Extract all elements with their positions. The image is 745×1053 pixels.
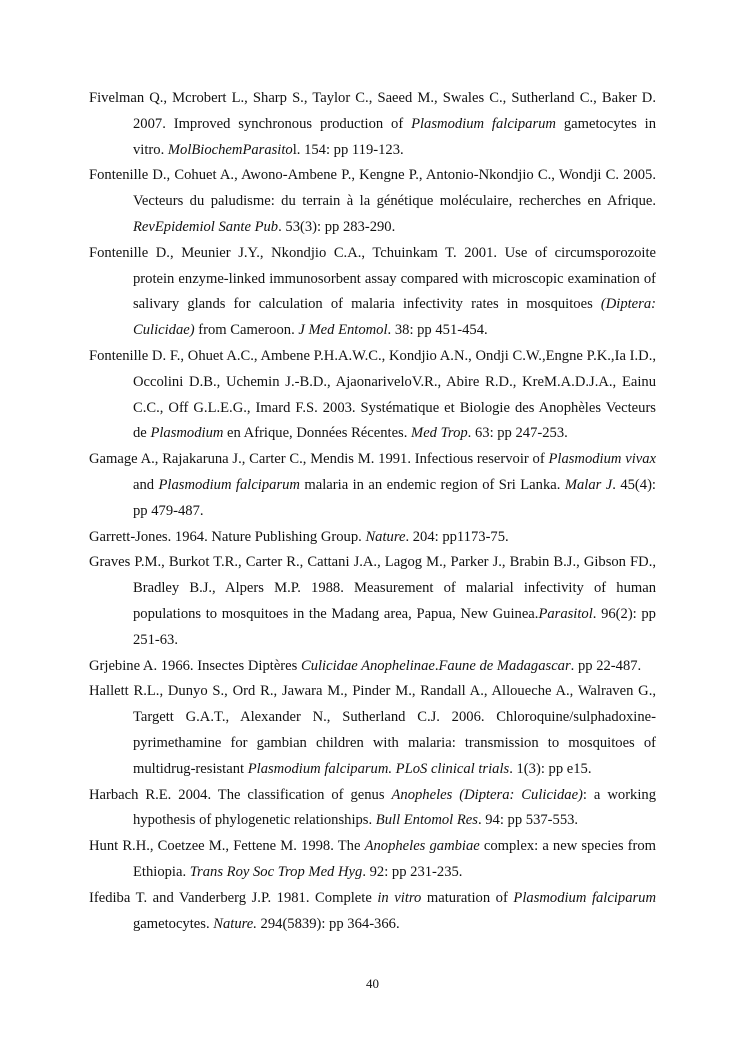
reference-entry bbox=[89, 241, 656, 344]
reference-text: l. 154: pp 119-123. bbox=[292, 141, 404, 158]
reference-italic-text: Anopheles (Diptera: Culicidae) bbox=[391, 786, 583, 803]
reference-entry bbox=[89, 525, 656, 551]
reference-text: . 204: pp1173-75. bbox=[405, 528, 509, 545]
reference-text: Hunt R.H., Coetzee M., Fettene M. 1998. The bbox=[89, 838, 365, 855]
reference-text: Gamage A., Rajakaruna J., Carter C., Mendis M. 1991. Infectious reservoir of bbox=[89, 451, 549, 468]
reference-italic-text: Trans Roy Soc Trop Med Hyg bbox=[189, 863, 363, 880]
reference-text: . 1(3): pp e15. bbox=[509, 760, 592, 777]
reference-entry bbox=[89, 550, 656, 653]
reference-text: Ifediba T. and Vanderberg J.P. 1981. Complete bbox=[89, 889, 378, 906]
reference-entry bbox=[89, 447, 656, 524]
reference-entry bbox=[89, 886, 656, 938]
reference-text: Grjebine A. 1966. Insectes Diptères bbox=[89, 657, 301, 674]
reference-italic-text: Malar J bbox=[564, 476, 613, 493]
reference-entry bbox=[89, 163, 656, 240]
reference-entry bbox=[89, 679, 656, 782]
reference-text: . pp 22-487. bbox=[570, 657, 642, 674]
reference-italic-text: Med Trop bbox=[411, 425, 468, 442]
reference-text: . 92: pp 231-235. bbox=[362, 863, 463, 880]
reference-text: . 38: pp 451-454. bbox=[387, 322, 488, 339]
reference-italic-text: Plasmodium falciparum. PLoS clinical trials bbox=[247, 760, 510, 777]
reference-entry bbox=[89, 654, 656, 680]
reference-text: . 63: pp 247-253. bbox=[467, 425, 568, 442]
reference-italic-text: Faune de Madagascar bbox=[438, 657, 571, 674]
reference-text: . 45(4): pp 479-487. bbox=[133, 476, 656, 519]
reference-text: 294(5839): pp 364-366. bbox=[256, 915, 400, 932]
reference-text: Hallett R.L., Dunyo S., Ord R., Jawara M., Pinder M., Randall A., Alloueche A., Walraven G., Targett G.A.T., Alexander N., Sutherland C.J. 2006. Chloroquine/sulphadoxine-pyrimethamine for gambian children with malaria: transmission to mosquitoes of multidrug-resistant bbox=[89, 683, 656, 777]
reference-text: maturation of bbox=[421, 889, 514, 906]
reference-italic-text: Bull Entomol Res bbox=[375, 812, 478, 829]
reference-entry bbox=[89, 86, 656, 163]
reference-italic-text: Plasmodium falciparum bbox=[513, 889, 657, 906]
reference-italic-text: Plasmodium falciparum bbox=[158, 476, 300, 493]
reference-text: gametocytes. bbox=[133, 915, 214, 932]
reference-italic-text: Plasmodium vivax bbox=[548, 451, 656, 468]
reference-text: Fivelman Q., Mcrobert L., Sharp S., Taylor C., Saeed M., Swales C., Sutherland C., Baker D. 2007. Improved synchronous production of bbox=[89, 90, 656, 132]
reference-entry bbox=[89, 344, 656, 447]
reference-text: Garrett-Jones. 1964. Nature Publishing Group. bbox=[89, 528, 366, 545]
reference-italic-text: Plasmodium falciparum bbox=[411, 115, 556, 132]
reference-italic-text: RevEpidemiol Sante Pub bbox=[133, 218, 279, 235]
reference-italic-text: (Diptera: Culicidae) bbox=[133, 296, 656, 339]
reference-text: . 96(2): pp 251-63. bbox=[133, 605, 656, 648]
reference-list bbox=[89, 86, 656, 937]
reference-italic-text: Nature bbox=[365, 528, 406, 545]
reference-text: . 94: pp 537-553. bbox=[477, 812, 579, 829]
reference-italic-text: in vitro bbox=[377, 889, 422, 906]
reference-text: . bbox=[434, 657, 439, 674]
reference-entry bbox=[89, 783, 656, 835]
reference-italic-text: Nature. bbox=[213, 915, 257, 932]
reference-italic-text: MolBiochemParasito bbox=[167, 141, 293, 158]
reference-text: en Afrique, Données Récentes. bbox=[223, 425, 412, 442]
reference-text: Graves P.M., Burkot T.R., Carter R., Cattani J.A., Lagog M., Parker J., Brabin B.J., Gibson FD., Bradley B.J., Alpers M.P. 1988. Measurement of malarial infectivity of human populations to mosquitoes in the Madang area, Papua, New Guinea. bbox=[89, 554, 656, 622]
reference-italic-text: Parasitol bbox=[538, 605, 593, 622]
reference-text: : a working hypothesis of phylogenetic relationships. bbox=[133, 786, 656, 829]
reference-text: Harbach R.E. 2004. The classification of genus bbox=[89, 786, 392, 803]
page-number: 40 bbox=[366, 976, 379, 991]
reference-text: Fontenille D. F., Ohuet A.C., Ambene P.H.A.W.C., Kondjio A.N., Ondji C.W.,Engne P.K.,Ia I.D., Occolini D.B., Uchemin J.-B.D., AjaonariveloV.R., Abire R.D., KreM.A.D.J.A., Eainu C.C., Off G.L.E.G., Imard F.S. 2003. Systématique et Biologie des Anophèles Vecteurs de bbox=[89, 347, 656, 442]
reference-text: from Cameroon. bbox=[194, 322, 299, 339]
reference-italic-text: Culicidae Anophelinae bbox=[300, 657, 435, 674]
reference-text: and bbox=[133, 476, 159, 493]
reference-italic-text: Plasmodium bbox=[150, 425, 224, 442]
reference-text: . 53(3): pp 283-290. bbox=[278, 218, 396, 235]
reference-text: complex: a new species from Ethiopia. bbox=[133, 838, 657, 880]
reference-text: Fontenille D., Cohuet A., Awono-Ambene P., Kengne P., Antonio-Nkondjio C., Wondji C. 2005. Vecteurs du paludisme: du terrain à la génétique moléculaire, recherches en Afrique. bbox=[89, 167, 656, 210]
reference-text: Fontenille D., Meunier J.Y., Nkondjio C.A., Tchuinkam T. 2001. Use of circumsporozoite protein enzyme-linked immunosorbent assay compared with microscopic examination of salivary glands for calculation of malaria infectivity rates in mosquitoes bbox=[89, 244, 656, 313]
reference-entry bbox=[89, 834, 656, 886]
reference-italic-text: Anopheles gambiae bbox=[364, 838, 480, 855]
reference-italic-text: J Med Entomol bbox=[298, 322, 388, 339]
reference-text: malaria in an endemic region of Sri Lanka. bbox=[299, 476, 565, 493]
reference-text: gametocytes in vitro. bbox=[133, 115, 656, 158]
